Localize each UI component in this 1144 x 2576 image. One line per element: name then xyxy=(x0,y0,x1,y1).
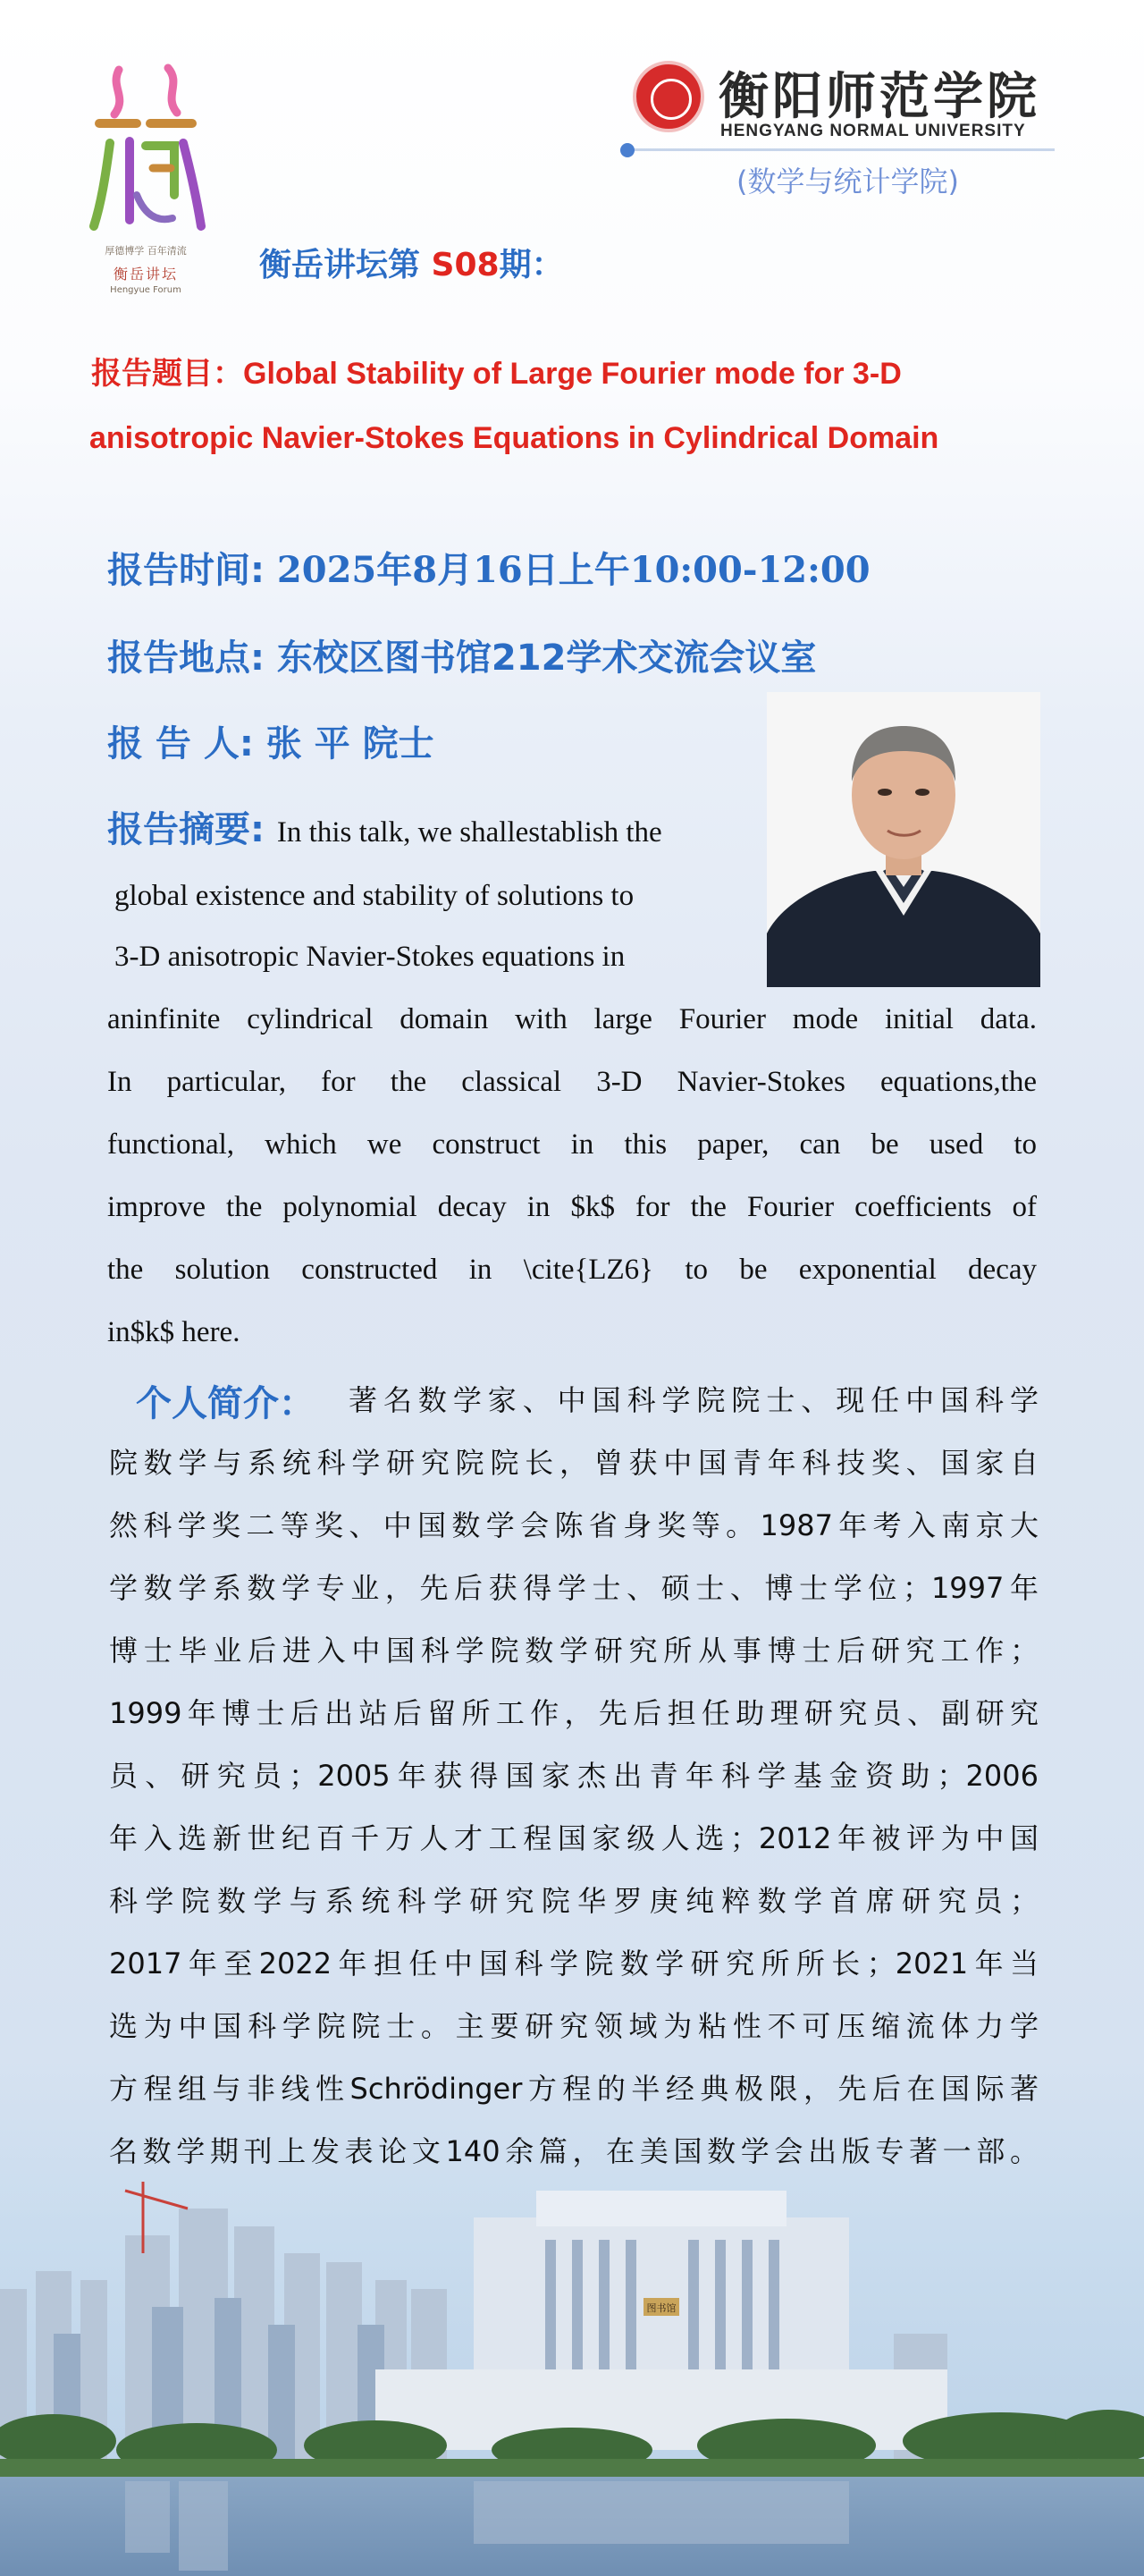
bio-line-3: 然科学奖二等奖、中国数学会陈省身奖等。1987年考入南京大 xyxy=(109,1508,1039,1542)
bio-line-5: 博士毕业后进入中国科学院数学研究所从事博士后研究工作； xyxy=(109,1634,1039,1668)
forum-title-suffix: 期： xyxy=(499,247,564,283)
university-header xyxy=(626,54,1072,206)
school-name: (数学与统计学院) xyxy=(736,165,959,198)
topic-line-1: Global Stability of Large Fourier mode for 3-D xyxy=(243,357,902,391)
abstract-line-2: global existence and stability of solutions to xyxy=(114,880,635,912)
abstract-line-1 xyxy=(107,809,662,850)
time-value: 2025年8月16日上午10:00-12:00 xyxy=(276,549,871,591)
bio-line-4: 学数学系数学专业，先后获得学士、硕士、博士学位；1997年 xyxy=(109,1571,1039,1605)
topic-line-2: anisotropic Navier-Stokes Equations in Cylindrical Domain xyxy=(89,421,939,455)
bio-label: 个人简介： xyxy=(136,1383,315,1424)
report-place xyxy=(107,629,816,680)
abstract-line-9: in$k$ here. xyxy=(107,1316,240,1348)
speaker-value: 张 平 院士 xyxy=(265,723,434,764)
bio-line-13: 名数学期刊上发表论文140余篇，在美国数学会出版专著一部。 xyxy=(109,2134,1039,2168)
forum-name-en: Hengyue Forum xyxy=(110,285,181,295)
report-topic xyxy=(91,342,1092,470)
building-sign: 图书馆 xyxy=(646,2302,677,2314)
abstract-text-1: In this talk, we shallestablish the xyxy=(276,816,662,849)
forum-title-prefix: 衡岳讲坛第 xyxy=(259,247,432,283)
university-seal-icon xyxy=(633,61,704,132)
bio-line-1: 著名数学家、中国科学院院士、现任中国科学 xyxy=(349,1383,1039,1417)
abstract-line-7: improve the polynomial decay in $k$ for the Fourier coefficients of xyxy=(107,1191,1037,1223)
place-value: 东校区图书馆212学术交流会议室 xyxy=(276,638,817,679)
speaker-photo xyxy=(767,692,1040,987)
university-name-cn: 衡阳师范学院 xyxy=(719,67,1040,126)
speaker-label: 报 告 人: xyxy=(107,723,266,764)
university-name-en: HENGYANG NORMAL UNIVERSITY xyxy=(720,122,1026,140)
hengyue-forum-logo xyxy=(79,61,213,311)
bio-line-7: 员、研究员；2005年获得国家杰出青年科学基金资助；2006 xyxy=(109,1759,1039,1793)
abstract-line-5: In particular, for the classical 3-D Navier-Stokes equations,the xyxy=(107,1066,1037,1098)
forum-issue-title xyxy=(259,240,564,285)
forum-motto: 厚德博学 百年清流 xyxy=(105,245,187,257)
bio-line-10: 2017年至2022年担任中国科学院数学研究所所长；2021年当 xyxy=(109,1947,1039,1981)
report-speaker xyxy=(107,715,434,766)
place-label: 报告地点: xyxy=(107,638,277,679)
speaker-portrait-icon xyxy=(767,692,1040,987)
abstract-line-4: aninfinite cylindrical domain with large Fourier mode initial data. xyxy=(107,1003,1037,1035)
campus-skyline-illustration xyxy=(0,2155,1144,2576)
forum-emblem-icon xyxy=(83,61,208,240)
forum-issue-number: S08 xyxy=(431,247,500,283)
abstract-label: 报告摘要: xyxy=(107,809,277,850)
bio-line-8: 年入选新世纪百千万人才工程国家级人选；2012年被评为中国 xyxy=(109,1821,1039,1855)
bio-line-6: 1999年博士后出站后留所工作，先后担任助理研究员、副研究 xyxy=(109,1696,1039,1730)
header-divider xyxy=(626,148,1055,151)
forum-name-cn: 衡岳讲坛 xyxy=(113,266,178,283)
bio-line-2: 院数学与系统科学研究院院长，曾获中国青年科技奖、国家自 xyxy=(109,1446,1039,1480)
report-time xyxy=(107,542,871,593)
divider-dot-icon xyxy=(620,143,635,157)
abstract-line-6: functional, which we construct in this paper, can be used to xyxy=(107,1128,1037,1161)
topic-label: 报告题目： xyxy=(91,356,243,392)
bio-line-11: 选为中国科学院院士。主要研究领域为粘性不可压缩流体力学 xyxy=(109,2009,1039,2043)
bio-line-12: 方程组与非线性Schrödinger方程的半经典极限，先后在国际著 xyxy=(109,2072,1039,2106)
abstract-line-8: the solution constructed in \cite{LZ6} to be exponential decay xyxy=(107,1254,1037,1286)
abstract-line-3: 3-D anisotropic Navier-Stokes equations in xyxy=(114,941,626,973)
time-label: 报告时间: xyxy=(107,550,277,591)
bio-line-9: 科学院数学与系统科学研究院华罗庚纯粹数学首席研究员； xyxy=(109,1884,1039,1918)
